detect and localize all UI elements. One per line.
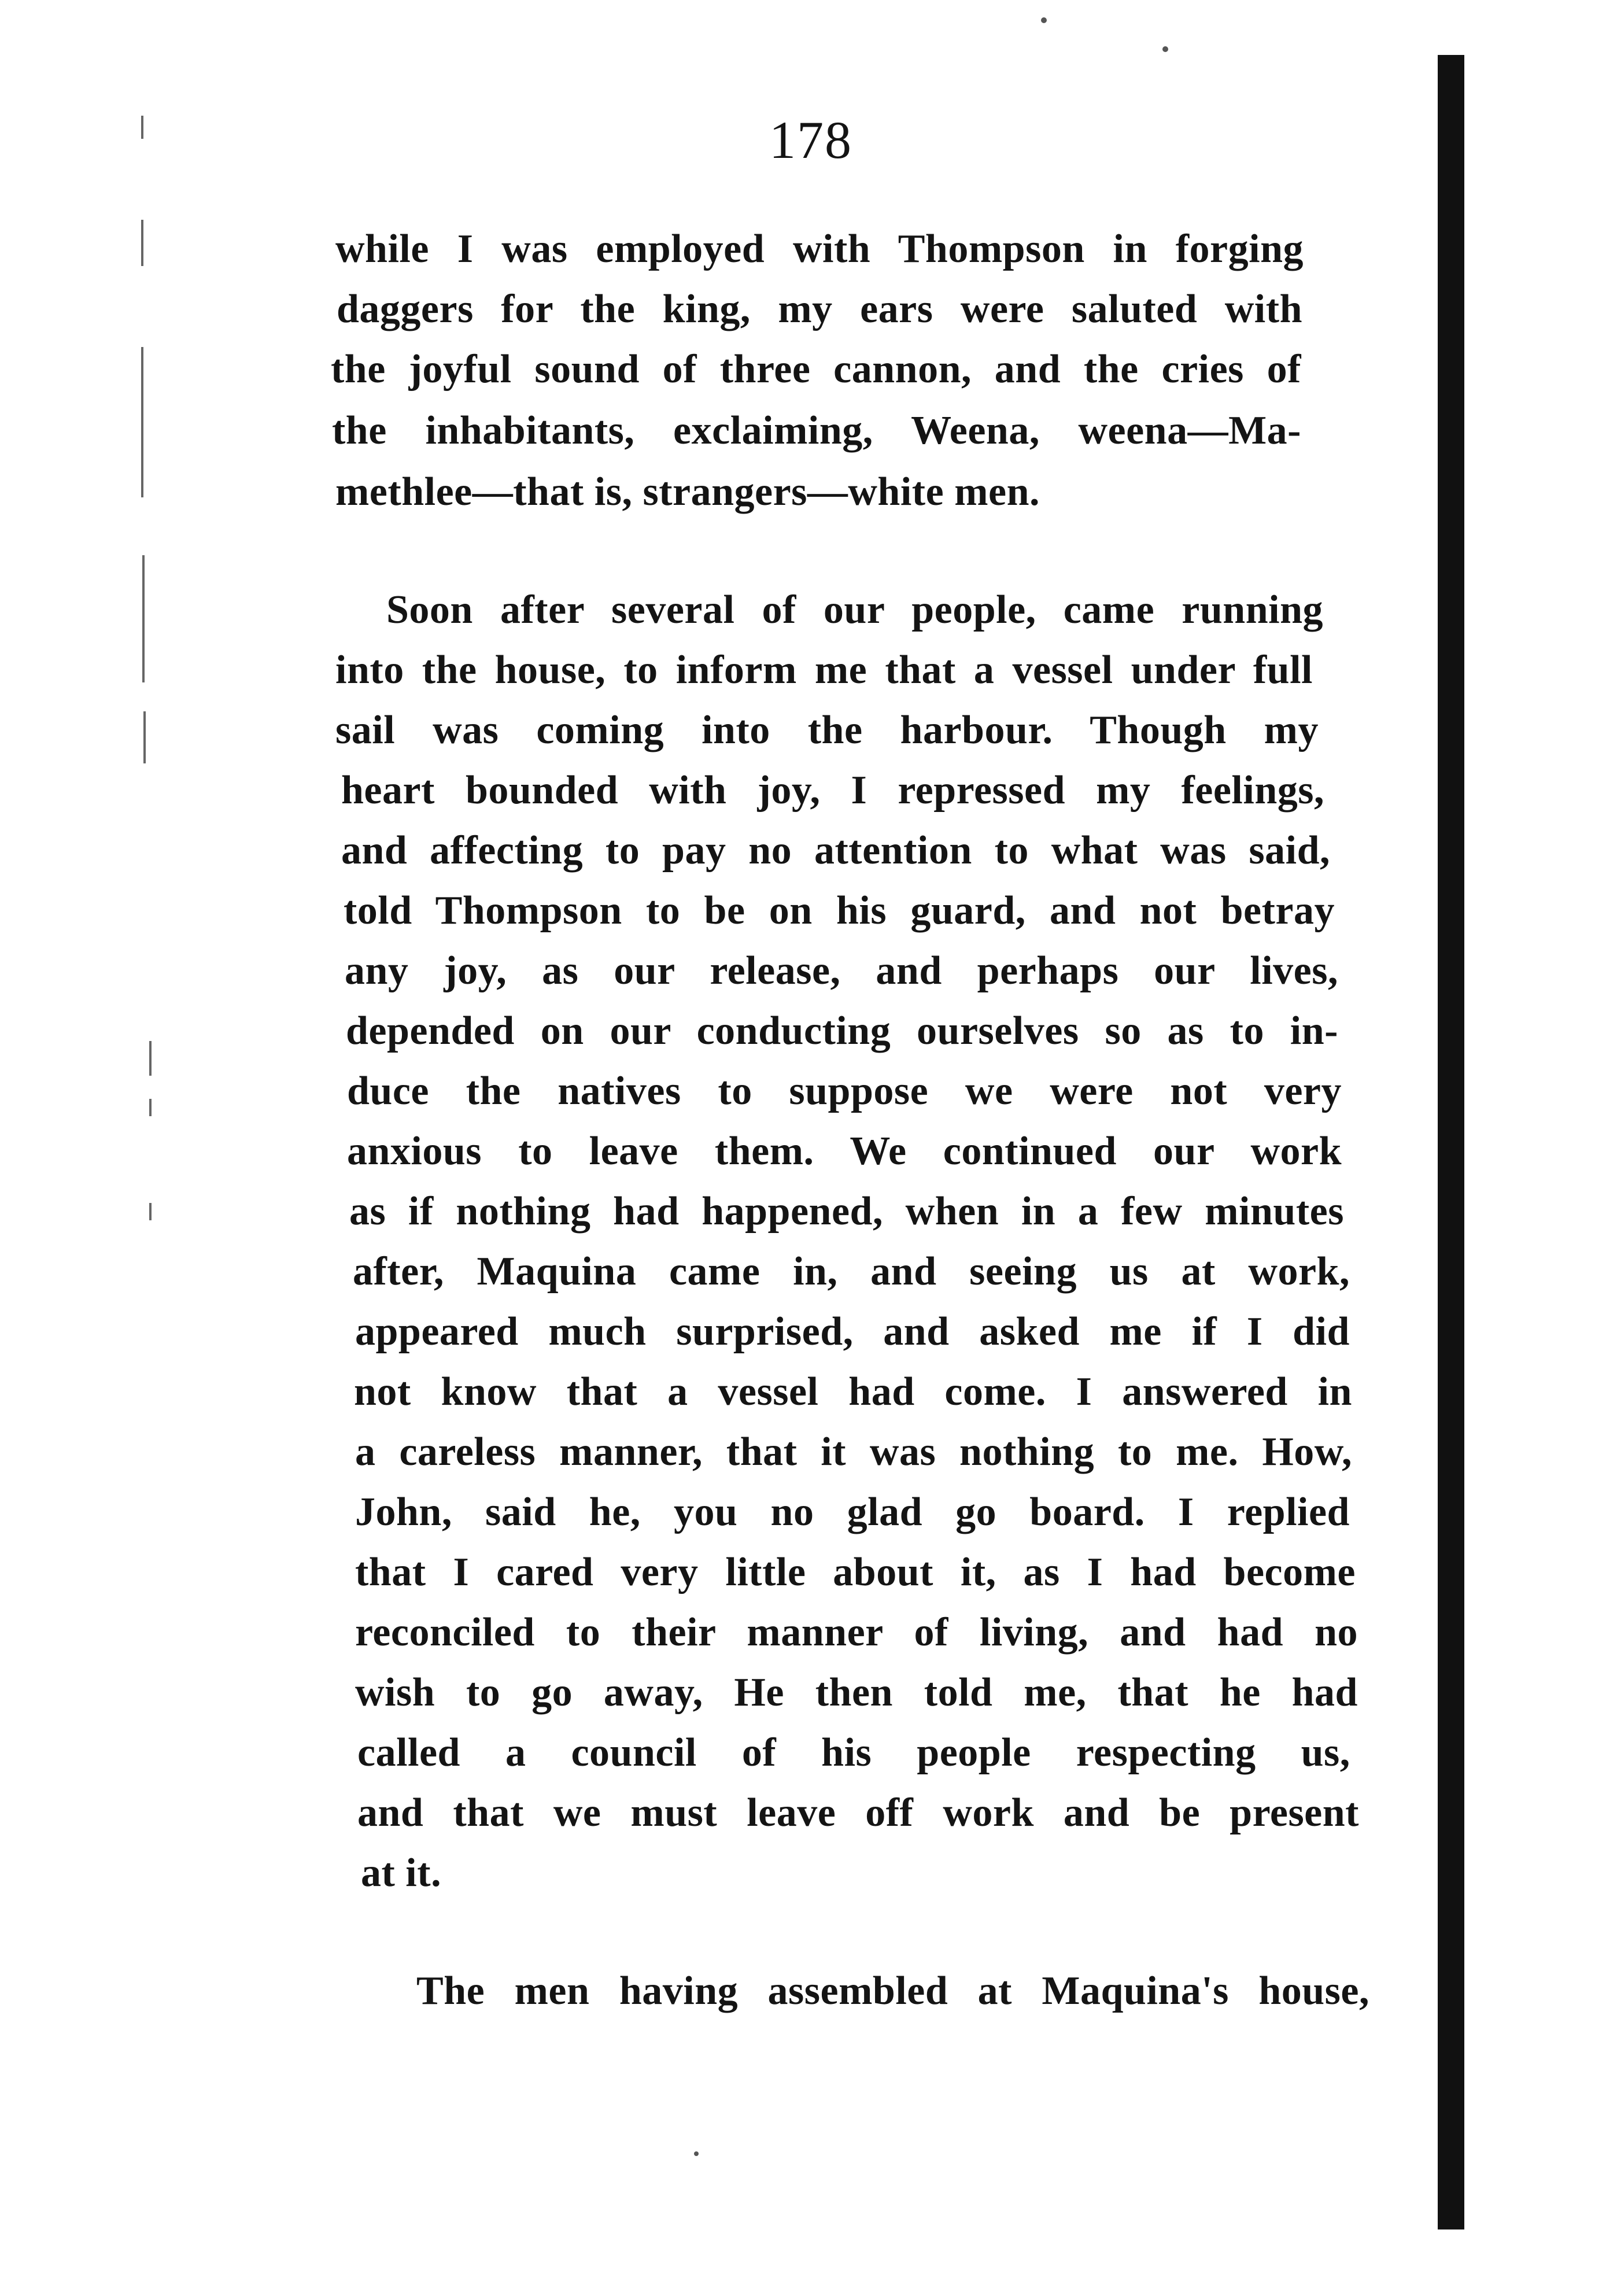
text-line: as if nothing had happened, when in a few minutes bbox=[349, 1189, 1344, 1234]
text-line: appeared much surprised, and asked me if I did bbox=[355, 1309, 1350, 1354]
gutter-speck bbox=[141, 116, 143, 139]
text-line: reconciled to their manner of living, and had no bbox=[355, 1610, 1358, 1655]
gutter-speck bbox=[141, 347, 143, 497]
text-line: anxious to leave them. We continued our work bbox=[347, 1129, 1342, 1173]
text-line: at it. bbox=[361, 1851, 442, 1895]
gutter-speck bbox=[142, 555, 145, 682]
text-line: while I was employed with Thompson in forging bbox=[335, 227, 1304, 271]
dust-speck bbox=[1162, 46, 1168, 52]
gutter-speck bbox=[149, 1099, 152, 1116]
text-line: the inhabitants, exclaiming, Weena, weena—Ma- bbox=[332, 408, 1301, 453]
text-line: called a council of his people respecting us, bbox=[357, 1730, 1350, 1775]
page-edge-rule bbox=[1438, 55, 1464, 2229]
gutter-speck bbox=[141, 220, 143, 266]
gutter-speck bbox=[149, 1203, 152, 1220]
text-line: heart bounded with joy, I repressed my feelings, bbox=[341, 768, 1324, 813]
text-line: the joyful sound of three cannon, and the cries of bbox=[331, 347, 1301, 392]
text-line: depended on our conducting ourselves so as to in- bbox=[346, 1009, 1338, 1053]
text-line: a careless manner, that it was nothing to me. How, bbox=[355, 1430, 1352, 1474]
text-line: Soon after several of our people, came running bbox=[386, 588, 1323, 632]
text-line: John, said he, you no glad go board. I replied bbox=[355, 1490, 1350, 1534]
text-line: and that we must leave off work and be present bbox=[357, 1791, 1359, 1835]
text-line: that I cared very little about it, as I had become bbox=[355, 1550, 1356, 1594]
gutter-speck bbox=[149, 1041, 152, 1076]
text-line: daggers for the king, my ears were saluted with bbox=[337, 287, 1302, 331]
text-line: into the house, to inform me that a vessel under full bbox=[335, 648, 1313, 692]
dust-speck bbox=[1041, 17, 1047, 23]
text-line: wish to go away, He then told me, that he had bbox=[355, 1670, 1358, 1715]
text-line: The men having assembled at Maquina's house, bbox=[416, 1969, 1369, 2013]
text-line: not know that a vessel had come. I answered in bbox=[354, 1370, 1352, 1414]
text-line: duce the natives to suppose we were not very bbox=[347, 1069, 1342, 1113]
dust-speck bbox=[694, 2151, 699, 2156]
page-number: 178 bbox=[769, 110, 852, 169]
text-line: sail was coming into the harbour. Though my bbox=[335, 708, 1319, 752]
text-line: after, Maquina came in, and seeing us at work, bbox=[353, 1249, 1350, 1294]
gutter-speck bbox=[143, 711, 146, 763]
text-line: and affecting to pay no attention to what was said, bbox=[341, 828, 1330, 873]
text-line: any joy, as our release, and perhaps our lives, bbox=[345, 948, 1338, 993]
text-line: told Thompson to be on his guard, and not betray bbox=[344, 888, 1335, 933]
text-line: methlee—that is, strangers—white men. bbox=[335, 470, 1040, 514]
